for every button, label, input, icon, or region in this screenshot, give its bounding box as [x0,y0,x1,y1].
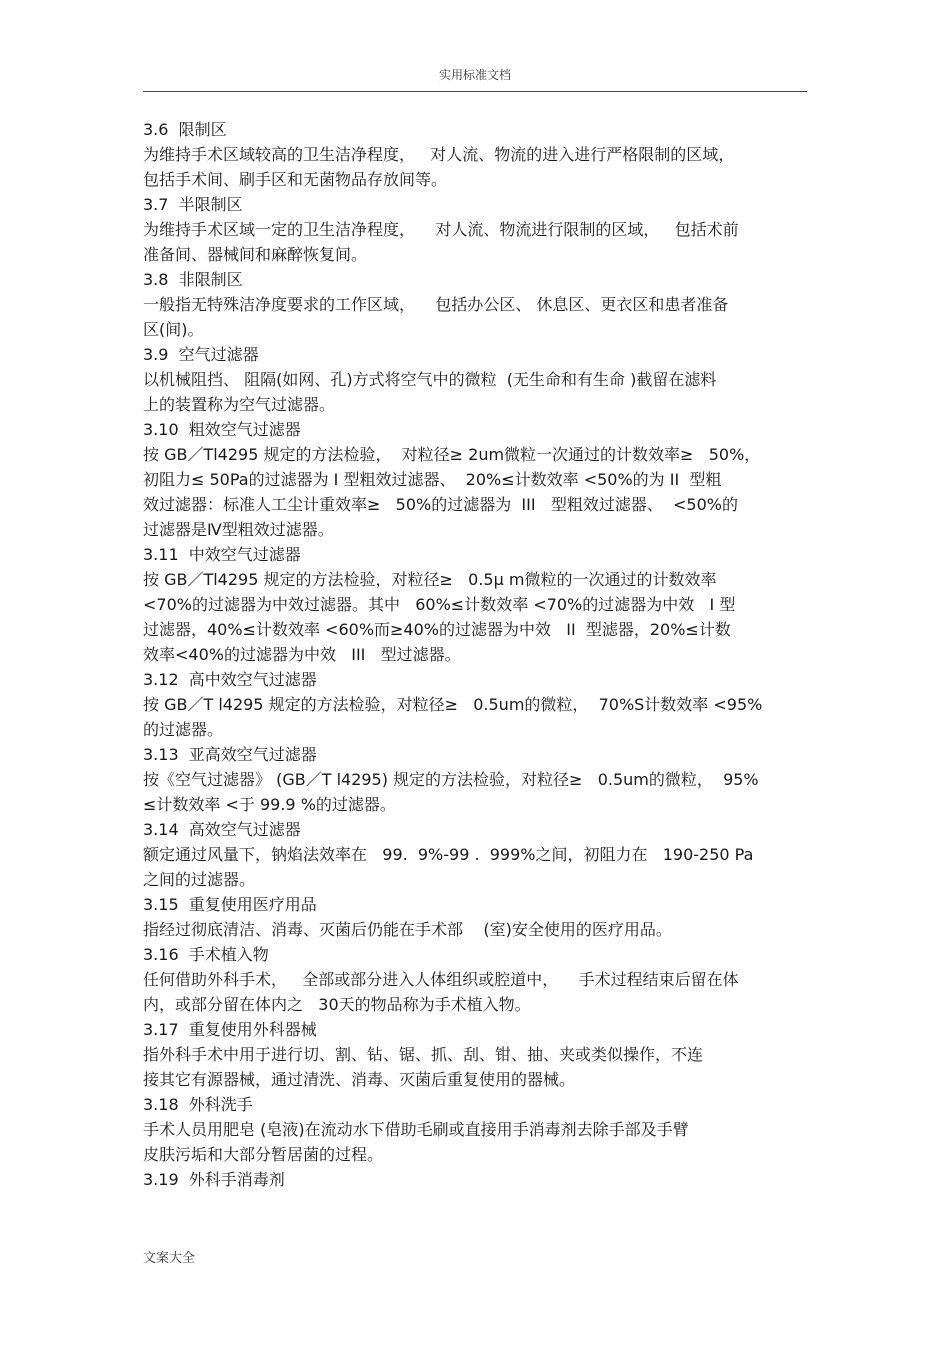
section-heading: 3.13 亚高效空气过滤器 [143,745,317,764]
section-heading: 3.14 高效空气过滤器 [143,820,301,839]
paragraph-line: 为维持手术区域较高的卫生洁净程度， 对人流、物流的进入进行严格限制的区域， [143,145,735,164]
section-heading: 3.10 粗效空气过滤器 [143,420,301,439]
section-heading: 3.6 限制区 [143,120,227,139]
paragraph-line: 指经过彻底清洁、消毒、灭菌后仍能在手术部 (室)安全使用的医疗用品。 [143,920,672,939]
paragraph-line: <70%的过滤器为中效过滤器。其中 60%≤计数效率 <70%的过滤器为中效 I 型 [143,595,736,614]
paragraph-line: 内，或部分留在体内之 30天的物品称为手术植入物。 [143,995,531,1014]
paragraph-line: 手术人员用肥皂 (皂液)在流动水下借助毛刷或直接用手消毒剂去除手部及手臂 [143,1120,689,1139]
paragraph-line: ≤计数效率 <于 99.9 %的过滤器。 [143,795,396,814]
paragraph-line: 效率<40%的过滤器为中效 III 型过滤器。 [143,645,461,664]
section-heading: 3.15 重复使用医疗用品 [143,895,317,914]
section-heading: 3.9 空气过滤器 [143,345,259,364]
paragraph-line: 上的装置称为空气过滤器。 [143,395,336,414]
paragraph-line: 初阻力≤ 50Pa的过滤器为 I 型粗效过滤器、 20%≤计数效率 <50%的为 II 型粗 [143,470,722,489]
document-body [143,117,815,1192]
paragraph-line: 一般指无特殊洁净度要求的工作区域， 包括办公区、 休息区、更衣区和患者准备 [143,295,729,314]
paragraph-line: 任何借助外科手术， 全部或部分进入人体组织或腔道中， 手术过程结束后留在体 [143,970,739,989]
paragraph-line: 指外科手术中用于进行切、割、钻、锯、抓、刮、钳、抽、夹或类似操作，不连 [143,1045,704,1064]
paragraph-line: 额定通过风量下，钠焰法效率在 99. 9%-99 . 999%之间，初阻力在 190-250 Pa [143,845,754,864]
page-footer: 文案大全 [143,1251,196,1266]
paragraph-line: 准备间、器械间和麻醉恢复间。 [143,245,368,264]
paragraph-line: 按 GB／Tl4295 规定的方法检验，对粒径≥ 0.5μ m微粒的一次通过的计数效率 [143,570,717,589]
paragraph-line: 之间的过滤器。 [143,870,256,889]
page-header: 实用标准文档 [438,68,511,82]
paragraph-line: 效过滤器：标准人工尘计重效率≥ 50%的过滤器为 III 型粗效过滤器、 <50%的 [143,495,738,514]
paragraph-line: 的过滤器。 [143,720,224,739]
section-heading: 3.7 半限制区 [143,195,243,214]
header-divider [143,91,807,92]
paragraph-line: 按 GB／T l4295 规定的方法检验，对粒径≥ 0.5um的微粒， 70%S计数效率 <95% [143,695,763,714]
section-heading: 3.18 外科洗手 [143,1095,253,1114]
paragraph-line: 为维持手术区域一定的卫生洁净程度， 对人流、物流进行限制的区域， 包括术前 [143,220,739,239]
paragraph-line: 过滤器，40%≤计数效率 <60%而≥40%的过滤器为中效 II 型滤器，20%≤计数 [143,620,731,639]
paragraph-line: 过滤器是Ⅳ型粗效过滤器。 [143,520,334,539]
paragraph-line: 按 GB／Tl4295 规定的方法检验， 对粒径≥ 2um微粒一次通过的计数效率≥ 50%， [143,445,761,464]
section-heading: 3.19 外科手消毒剂 [143,1170,285,1189]
paragraph-line: 以机械阻挡、 阻隔(如网、孔)方式将空气中的微粒 (无生命和有生命 )截留在滤料 [143,370,717,389]
paragraph-line: 按《空气过滤器》 (GB／T l4295) 规定的方法检验，对粒径≥ 0.5um的微粒， 95% [143,770,759,789]
section-heading: 3.12 高中效空气过滤器 [143,670,317,689]
paragraph-line: 接其它有源器械，通过清洗、消毒、灭菌后重复使用的器械。 [143,1070,576,1089]
section-heading: 3.17 重复使用外科器械 [143,1020,317,1039]
section-heading: 3.16 手术植入物 [143,945,269,964]
paragraph-line: 区(间)。 [143,320,204,339]
paragraph-line: 皮肤污垢和大部分暂居菌的过程。 [143,1145,384,1164]
paragraph-line: 包括手术间、刷手区和无菌物品存放间等。 [143,170,448,189]
section-heading: 3.8 非限制区 [143,270,243,289]
section-heading: 3.11 中效空气过滤器 [143,545,301,564]
